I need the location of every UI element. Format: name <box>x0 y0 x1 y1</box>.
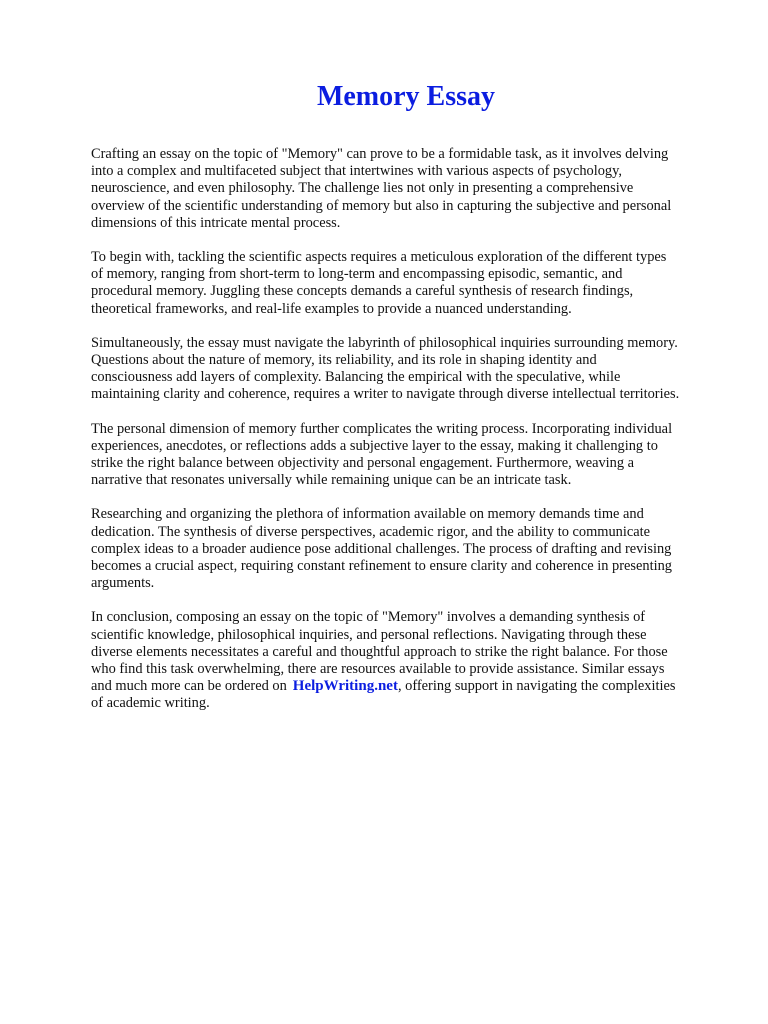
paragraph-line: Questions about the nature of memory, its reliability, and its role in shaping identity and <box>91 352 597 369</box>
link-lead-text: and much more can be ordered on <box>91 678 287 695</box>
paragraph-line: Simultaneously, the essay must navigate the labyrinth of philosophical inquiries surrounding memory. <box>91 334 678 351</box>
paragraph-line: into a complex and multifaceted subject that intertwines with various aspects of psychology, <box>91 163 622 180</box>
paragraph-line: becomes a crucial aspect, requiring constant refinement to ensure clarity and coherence in presenting <box>91 558 672 575</box>
paragraph-line: narrative that resonates universally while remaining unique can be an intricate task. <box>91 472 572 489</box>
paragraph-line: maintaining clarity and coherence, requires a writer to navigate through diverse intellectual territories. <box>91 386 680 403</box>
paragraph-line: complex ideas to a broader audience pose additional challenges. The process of drafting and revising <box>91 540 672 557</box>
paragraph-line: Crafting an essay on the topic of "Memory" can prove to be a formidable task, as it involves delving <box>91 146 669 162</box>
paragraph-line: Researching and organizing the plethora of information available on memory demands time and <box>91 506 644 523</box>
paragraph-1 <box>91 146 731 232</box>
helpwriting-link[interactable]: HelpWriting.net <box>292 678 398 695</box>
paragraph-line: experiences, anecdotes, or reflections adds a subjective layer to the essay, making it challenging to <box>91 437 658 454</box>
paragraph-line: of memory, ranging from short-term to long-term and encompassing episodic, semantic, and <box>91 266 623 283</box>
document-body <box>91 146 731 730</box>
paragraph-line: dimensions of this intricate mental process. <box>91 214 341 231</box>
paragraph-line-with-link <box>91 678 731 695</box>
paragraph-5 <box>91 506 731 592</box>
paragraph-line: To begin with, tackling the scientific aspects requires a meticulous exploration of the different types <box>91 249 667 266</box>
paragraph-line: who find this task overwhelming, there are resources available to provide assistance. Similar essays <box>91 661 665 678</box>
paragraph-line: overview of the scientific understanding of memory but also in capturing the subjective and personal <box>91 197 672 214</box>
link-trail-text: , offering support in navigating the complexities <box>397 678 676 695</box>
document-title: Memory Essay <box>316 81 496 112</box>
paragraph-line: theoretical frameworks, and real-life examples to provide a nuanced understanding. <box>91 300 572 317</box>
paragraph-line: scientific knowledge, philosophical inquiries, and personal reflections. Navigating through these <box>91 626 647 643</box>
paragraph-line: dedication. The synthesis of diverse perspectives, academic rigor, and the ability to communicate <box>91 523 651 540</box>
paragraph-line: procedural memory. Juggling these concepts demands a careful synthesis of research findings, <box>91 283 634 300</box>
paragraph-line: neuroscience, and even philosophy. The challenge lies not only in presenting a comprehensive <box>91 180 634 197</box>
paragraph-3 <box>91 335 731 404</box>
paragraph-line: The personal dimension of memory further complicates the writing process. Incorporating individual <box>91 420 673 437</box>
paragraph-2 <box>91 249 731 318</box>
paragraph-line: strike the right balance between objectivity and personal engagement. Furthermore, weaving a <box>91 455 635 472</box>
paragraph-line: of academic writing. <box>91 695 210 712</box>
paragraph-line: consciousness add layers of complexity. Balancing the empirical with the speculative, while <box>91 369 621 386</box>
paragraph-line: arguments. <box>91 575 155 592</box>
paragraph-line: diverse elements necessitates a careful and thoughtful approach to strike the right balance. For those <box>91 643 668 660</box>
paragraph-line: In conclusion, composing an essay on the topic of "Memory" involves a demanding synthesis of <box>91 609 646 626</box>
paragraph-4 <box>91 421 731 490</box>
paragraph-conclusion <box>91 609 731 712</box>
